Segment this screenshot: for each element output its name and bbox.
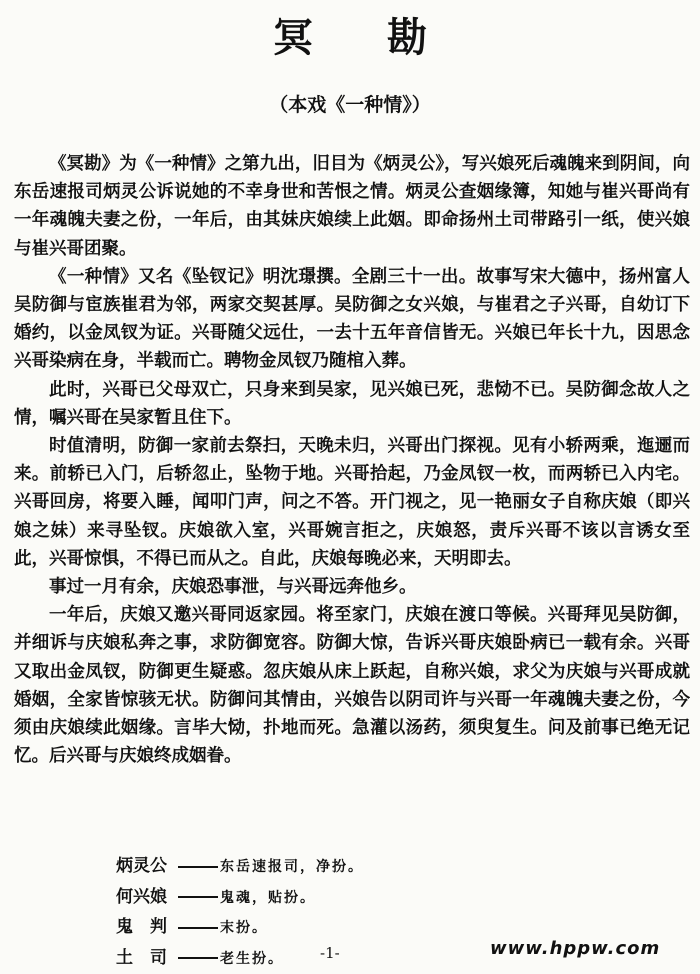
paragraph: 此时，兴哥已父母双亡，只身来到吴家，见兴娘已死，悲恸不已。吴防御念故人之情，嘱兴哥在吴家暂且住下。: [14, 376, 690, 432]
cast-description: 鬼魂，贴扮。: [220, 890, 316, 906]
cast-role: 何兴娘: [116, 883, 176, 913]
cast-role: 炳灵公: [116, 852, 176, 882]
cast-entry: [116, 913, 364, 944]
cast-entry: [116, 883, 364, 914]
paragraph: 一年后，庆娘又邀兴哥同返家园。将至家门，庆娘在渡口等候。兴哥拜见吴防御，并细诉与庆娘私奔之事，求防御宽容。防御大惊，告诉兴哥庆娘卧病已一载有余。兴哥又取出金凤钗，防御更生疑惑。忽庆娘从床上跃起，自称兴娘，求父为庆娘与兴哥成就婚姻，全家皆惊骇无状。防御问其情由，兴娘告以阴司许与兴哥一年魂魄夫妻之份，今须由庆娘续此姻缘。言毕大恸，扑地而死。急灌以汤药，须臾复生。问及前事已绝无记忆。后兴哥与庆娘终成姻眷。: [14, 601, 690, 770]
watermark-text: www.hppw.com: [490, 938, 660, 959]
cast-role: 土 司: [116, 944, 176, 974]
synopsis-body: [14, 150, 690, 770]
page-title: 冥 勘: [0, 6, 700, 63]
paragraph: 《一种情》又名《坠钗记》明沈璟撰。全剧三十一出。故事写宋大德中，扬州富人吴防御与宦族崔君为邻，两家交契甚厚。吴防御之女兴娘，与崔君之子兴哥，自幼订下婚约，以金凤钗为证。兴哥随父远仕，一去十五年音信皆无。兴娘已年长十九，因思念兴哥染病在身，半载而亡。聘物金凤钗乃随棺入葬。: [14, 263, 690, 376]
page-subtitle: （本戏《一种情》）: [0, 90, 700, 117]
dash-divider: [178, 957, 218, 959]
paragraph: 《冥勘》为《一种情》之第九出，旧目为《炳灵公》，写兴娘死后魂魄来到阴间，向东岳速报司炳灵公诉说她的不幸身世和苦恨之情。炳灵公查姻缘簿，知她与崔兴哥尚有一年魂魄夫妻之份，一年后，由其妹庆娘续上此姻。即命扬州土司带路引一纸，使兴娘与崔兴哥团聚。: [14, 150, 690, 263]
page-number: -1-: [320, 944, 340, 962]
dash-divider: [178, 927, 218, 929]
paragraph: 时值清明，防御一家前去祭扫，天晚未归，兴哥出门探视。见有小轿两乘，迤逦而来。前轿已入门，后轿忽止，坠物于地。兴哥拾起，乃金凤钗一枚，而两轿已入内宅。兴哥回房，将要入睡，闻叩门声，问之不答。开门视之，见一艳丽女子自称庆娘（即兴娘之妹）来寻坠钗。庆娘欲入室，兴哥婉言拒之，庆娘怒，责斥兴哥不该以言诱女至此，兴哥惊惧，不得已而从之。自此，庆娘每晚必来，天明即去。: [14, 432, 690, 573]
dash-divider: [178, 866, 218, 868]
cast-role: 鬼 判: [116, 913, 176, 943]
paragraph: 事过一月有余，庆娘恐事泄，与兴哥远奔他乡。: [14, 573, 690, 601]
dash-divider: [178, 896, 218, 898]
cast-description: 末扮。: [220, 920, 268, 936]
cast-description: 老生扮。: [220, 951, 284, 967]
cast-entry: [116, 852, 364, 883]
cast-description: 东岳速报司，净扮。: [220, 859, 364, 875]
